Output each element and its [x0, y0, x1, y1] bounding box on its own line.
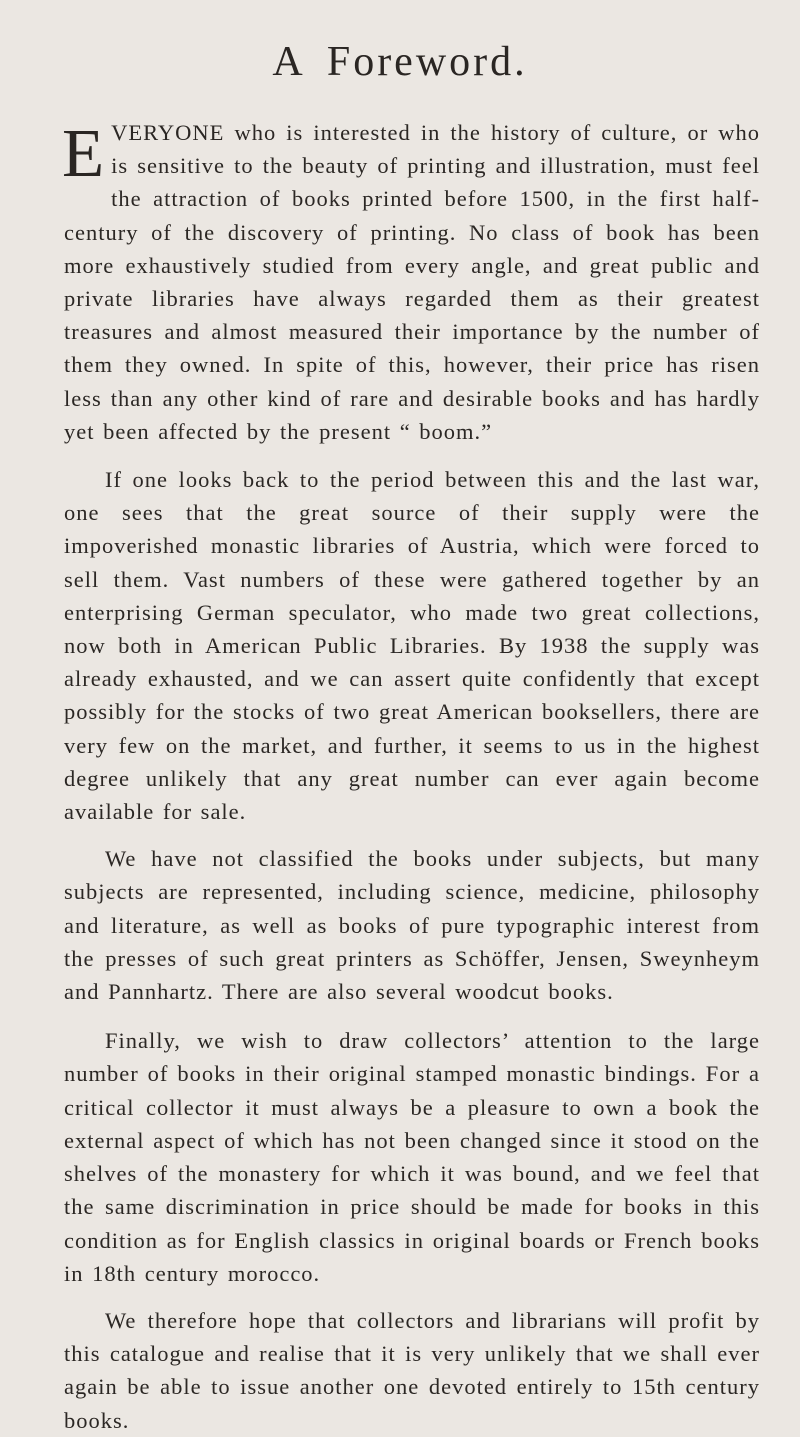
paragraph-1-text: VERYONE who is interested in the history of culture, or who is sensitive to the beauty of printing and illustration, must feel the attraction of books printed before 1500, in the first half-century of the discovery of printing. No class of book has been more exhaustively studied from every angle, and great public and private libraries have always regarded them as their greatest treasures and almost measured their importance by the number of them they owned. In spite of this, however, their price has risen less than any other kind of rare and desirable books and has hardly yet been affected by the present “ boom.”: [64, 120, 760, 444]
paragraph-2: If one looks back to the period between this and the last war, one sees that the great source of their supply were the impoverished monastic libraries of Austria, which were forced to sell them. Vast numbers of these were gathered together by an enterprising German speculator, who made two great collections, now both in American Public Libraries. By 1938 the supply was already exhausted, and we can assert quite confidently that except possibly for the stocks of two great American booksellers, there are very few on the market, and further, it seems to us in the highest degree unlikely that any great number can ever again become available for sale.: [64, 467, 760, 825]
paragraph-1: [64, 116, 760, 448]
paragraph-3: We have not classified the books under subjects, but many subjects are represented, including science, medicine, philosophy and literature, as well as books of pure typographic interest from the presses of such great printers as Schöffer, Jensen, Sweynheym and Pannhartz. There are also several woodcut books.: [64, 846, 760, 1005]
page-title: A Foreword.: [272, 39, 528, 85]
paragraph-5: We therefore hope that collectors and librarians will profit by this catalogue and realise that it is very unlikely that we shall ever again be able to issue another one devoted entirely to 15th century books.: [64, 1307, 760, 1433]
drop-cap-initial: E: [62, 115, 106, 191]
foreword-body: [64, 116, 760, 1437]
paragraph-4: Finally, we wish to draw collectors’ attention to the large number of books in their original stamped monastic bindings. For a critical collector it must always be a pleasure to own a book the external aspect of which has not been changed since it stood on the shelves of the monastery for which it was bound, and we feel that the same discrimination in price should be made for books in this condition as for English classics in original boards or French books in 18th century morocco.: [64, 1028, 760, 1286]
